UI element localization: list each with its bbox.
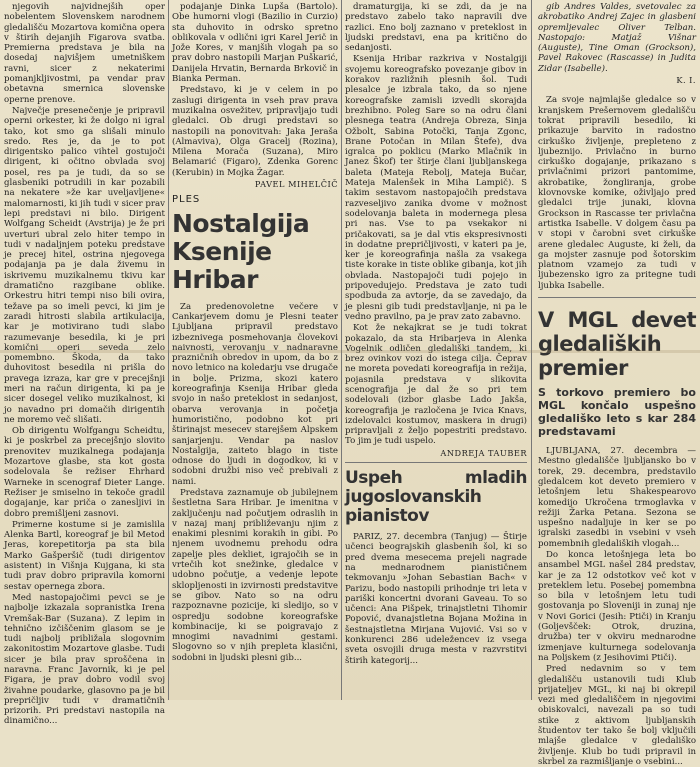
dance-continued-paragraph-3: Kot že nekajkrat se je tudi tokrat pokazalo, da sta Hribarjeva in Alenka Vogelnik odličen gledališki tandem, ki brez ovinkov vozi do istega cilja. Čeprav ne moreta povedati koreografija in režija, pojasnila predstava v slikovita scenografija je dal že so pri tem sodelovali (izbor glasbe Lado Jakša, koreografija je razločena je Ivica Knavs, izdelovalci kostumov, maskera in drugi) pripravljali z željo popestriti predstavo. To jim je tudi uspelo. bbox=[345, 323, 527, 447]
author-signature: PAVEL MIHELČIČ bbox=[254, 179, 338, 190]
opera-paragraph-2: Največje presenečenje je pripravil operni orkester, ki že dolgo ni igral tako, kot smo ga slišali minulo sredo. Res je, da je to pot dirigentsko palico vihtel gostujoči dirigent, ki očitno obvlada svoj posel, res pa je tudi, da so se glasbeniki potrudili in kar pozabili na nekatere »že kar uveljavljene« malomarnosti, ki jih tudi v sicer prav lepi predstavi ni bilo. Dirigent Wolfgang Scheidt (Avstrija) je že pri uverturi ubral zelo hiter tempo in tudi v nadaljnjem poteku predstave je precej hitel, ostrina njegovega podajanja pa je dala živemu in iskrivemu muzikalnemu tkivu kar dramatično razgibane oblike. Orkestru hitri tempi niso bili ovira, težave pa so imeli pevci, ki jim je zaradi hitrosti slabila artikulacija, kar je motivirano tudi slabo razumevanje besedila, ki je pri komični operi seveda zelo pomembno. Škoda, da tako duhovitost besedila ni prišla do pravega izraza, kar gre v precejšnji meri na račun dirigenta, ki pa je sicer dosegel veliko muzikalnost, ki jo navadno pri domačih dirigentih ne moremo več slišati. bbox=[4, 105, 165, 425]
dance-continued-paragraph-1: dramaturgija, ki se zdi, da je na predstavo zabelo tako napravili dve razlici. Eno bolj zaznano v preteklost in ljudski predstavi, ena pa kritično do sedanjosti. bbox=[345, 2, 527, 54]
mgl-paragraph-1: LJUBLJANA, 27. decembra — Mestno gledališče ljubljansko bo v torek, 29. decembra, predstavilo gledalcem kot deveto premiero v letošnjem letu Shakespearovo komedijo Ukročena trmoglavka v režiji Žarka Petana. Sezona se uspešno nadaljuje in ker se po igralski zasedbi in vsebini v vseh pomembnih gledaliških vlogah... bbox=[538, 446, 696, 549]
article-headline: Uspeh mladih jugoslovanskih pianistov bbox=[345, 468, 527, 527]
circus-credits: gib Andres Valdes, svetovalec za akrobatiko Andrej Zajec in glasbeni opremljevalec Oliver Telban. Nastopajo: Matjaž Višnar (Auguste), Tine Oman (Grockson), Pavel Rakovec (Rascasse) in Judita Zidar (Isabelle). bbox=[538, 2, 696, 74]
dance-continued-paragraph-2: Ksenija Hribar razkriva v Nostalgiji svojemu koreografsko povezanje gibov in korakov razližnih plesnih šol. Tudi plesalce je izbrala tako, da so njene koreografske zamisli izvedli skorajda brezhibno. Poleg Sare so na odru člani plesnega teatra (Andreja Obreza, Sinja Ožbolt, Sabina Potočki, Tanja Zgonc, Brane Potočan in Milan Štefe), dva igralca po poklicu (Marko Mlačnik in Janez Škof) ter štirje člani ljubljanskega baleta (Mateja Rebolj, Mateja Bučar, Mateja Malenšek in Miha Lampič). S takim sestavom nastopajočih predstava razveseljivo zanika dvome v možnost sodelovanja baleta in modernega plesa pri nas. Vse to pa vsekakor ni pričakovati, sa je dal vtis ekspresivnosti in dodatne prepričljivosti, v kateri pa je, ker je koreografinja našla za vsakega tiste korake in tiste oblike gibanja, kot jih obvlada. Nastopajoči tudi pojejo in pripovedujejo. Predstava je zato tudi spodbuda za avtorje, da se zavedajo, da je plesni gib tudi predstavljanje, ni pa le vedno pravilno, pa je prav zato zabavno. bbox=[345, 54, 527, 322]
opera-paragraph-5: Med nastopajočimi pevci se je najbolje izkazala sopranistka Irena Vremšak-Bar (Suzana). Z lepim in tehnično izčiščenim glasom se je tudi najbolj približala slogovnim zakonitostim Mozartove glasbe. Tudi sicer je bila prav sproščena in naravna. Franc Javornik, ki je pel Figara, je prav dobro vodil svoj živahne poudarke, glasovno pa je bil prepričljiv tudi v dramatičnih prizorih. Pri predstavi nastopila na dinamično... bbox=[4, 592, 165, 727]
article-headline: Nostalgija Ksenije Hribar bbox=[172, 208, 310, 294]
dance-paragraph-2: Predstava zaznamuje ob jubilejnem šestletna Sara Hribar. Je imenitna v zaključenju nad počutjem odraslih in v nazaj manj približevanju njim z enakimi plesnimi korakih in gibi. Po njenem uvodnemu prehodu odra zapelje ples dekliet, igrajočih se in vrtečih kot snežinke, gledalce v udobno počutje, a vedenje lepote sklopljenosti in izvirnosti predstavitve se gibov. Nato so na odru razpoznavne pozicije, ki sledijo, so v ospredju sodobne koreografske kombinacije, ki se poigravajo z mnogimi navadnimi gestami. Slogovno so v njih prepleta klasični, sodobni in ljudski plesni gib... bbox=[172, 487, 338, 663]
article-divider bbox=[345, 462, 527, 463]
opera-paragraph-1: njegovih najvidnejših oper nobelentem Slovenskem narodnem gledališču Mozartova komična opera v štirih dejanjih Figarova svatba. Premierna predstava je bila na dosedaj najvišjem umetniškem ravni, sicer z nekaterimi pomanjkljivostmi, pa vendar prav obetavna smernica slovenske operne prenove. bbox=[4, 2, 165, 105]
mgl-paragraph-3: Pred nedavnim so v tem gledališču ustanovili tudi Klub prijateljev MGL, ki naj bi okrepil vezi med gledališčem in njegovimi obiskovalci, navezali pa so tudi stike z aktivom ljubljanskih študentov ter tako še bolj vključili mlajše gledalce v gledališko življenje. Klub bo tudi pripravil in skrbel za razmišljanje o vsebini... bbox=[538, 664, 696, 767]
author-signature: K. I. bbox=[676, 75, 696, 86]
article-divider bbox=[538, 297, 696, 298]
mgl-paragraph-2: Do konca letošnjega leta bo ansambel MGL našel 284 predstav, kar je za 12 odstotkov več kot v preteklem letu. Posebej pomembna so bila v letošnjem letu tudi gostovanja po Sloveniji in zunaj nje v Novi Gorici (Jesih: Ptiči) in Kranju (Goljevšček: Otrok, druzina, družba) ter v okviru mednarodne izmenjave kulturnega sodelovanja na Poljskem (z Jesihovimi Ptiči). bbox=[538, 549, 696, 663]
dance-paragraph-1: Za predenovoletne večere v Cankarjevem domu je Plesni teater Ljubljana pripravil predstavo izbeznivega posmehovanja človekovi naivnosti, verovanju v nadnaravne prazničnih obredov in upom, da bo z novo letnico na koledarju vse drugače in bolje. Prizma, skozi katero koreografinja Ksenija Hribar gleda svojo in našo preteklost in sedanjost, obarva verovanja in početja humoristično, podobno kot pri štirinajst mesecev starejšem Alpskem sanjarjenju. Vendar pa naslov Nostalgija, zaiteto blago in tiste odnose do ljudi in dogodkov, ki v sodobni družbi niso več prebivali z nami. bbox=[172, 301, 338, 487]
article-deck: S torkovo premiero bo MGL končalo uspešno gledališko leto s kar 284 predstavami bbox=[538, 386, 696, 439]
article-headline: V MGL devet gledaliških premier bbox=[538, 308, 696, 381]
paper-fold-shadow bbox=[0, 350, 700, 353]
opera-paragraph-4: Primerne kostume si je zamislila Alenka Bartl, koreograf je bil Metod Jeras, korepetitorja pa sta bila Marko Gašperšič (tudi dirigentov asistent) in Višnja Kujgana, ki sta tudi prav dobro pripravila komorni sestav opernega zbora. bbox=[4, 519, 165, 592]
circus-paragraph-1: Za svoje najmlajše gledalce so v kranjskem Prešernovem gledališču tokrat pripravili besedilo, ki prikazuje barvito in radostno cirkuško življenje, prepleteno z ljubeznijo. Privlačno in burno cirkuško dogajanje, prikazano s privlačnimi prizori pantomime, akrobatike, žongliranja, grobe klovnovske komike, oživljajo pred gledalci trije junaki, klovna Grockson in Rascasse ter privlačna artistka Isabelle. V dolgem času pa v stopi v čarobni svet cirkuške arene gledalec Auguste, ki želi, da ga mojster zasnuje pod šotorskim platnom vzamejo za tudi v ljubezensko igro za pritegne tudi ljubka Isabelle. bbox=[538, 95, 696, 291]
opera-continued-paragraph-1: podajanje Dinka Lupša (Bartolo). Obe humorni vlogi (Bazilio in Curzio) sta duhovito in odrsko spretno oblikovala v odlični igri Karel Jerič in Jože Kores, v manjših vlogah pa so prav dobro nastopili Marjan Puškarić, Danijela Hrvatin, Bernarda Brkovič in Bianka Perman. bbox=[172, 2, 338, 85]
opera-paragraph-3: Ob dirigentu Wolfgangu Scheidtu, ki je poskrbel za precejšnjo slovito prenovitev muzikalnega podajanja Mozartove glasbe, sta kot gosta sodelovala še režiser Ehrhard Warneke in scenograf Dieter Lange. Režiser je smiselno in tekoče gradil dogajanje, kar priča o zanesljivi in dobro premišljeni zasnovi. bbox=[4, 426, 165, 519]
pianists-paragraph-1: PARIZ, 27. decembra (Tanjug) — Štirje učenci beograjskih glasbenih šol, ki so pred dvema mesecema prejeli nagrade na mednarodnem pianističnem tekmovanju »Johan Sebastian Bach« v Parizu, bodo nastopili prihodnje tri leta v pariški koncertni dvorani Gaveau. To so učenci: Ana Pišpek, trinajstletni Tihomir Popović, dvanajstletna Bojana Možina in šestnajstletna Mirjana Vujović. Vsi so v konkurenci 286 udeležencev iz vsega sveta osvojili druga mesta v razvrstitvi štirih kategorij... bbox=[345, 532, 527, 666]
opera-continued-paragraph-2: Predstavo, ki je v celem in po zaslugi dirigenta in vseh prav prava muzikalna osvežitev, pripravljajo tudi gledalci. Ob drugi predstavi so nastopili na ponovitvah: Jaka Jeraša (Almaviva), Olga Gracelj (Rozina), Milena Morača (Suzana), Miro Belamarić (Figaro), Zdenka Gorenc (Kerubin) in Mojka Žagar. bbox=[172, 85, 338, 178]
section-kicker: PLES bbox=[172, 194, 201, 206]
author-signature: ANDREJA TAUBER bbox=[440, 447, 527, 458]
